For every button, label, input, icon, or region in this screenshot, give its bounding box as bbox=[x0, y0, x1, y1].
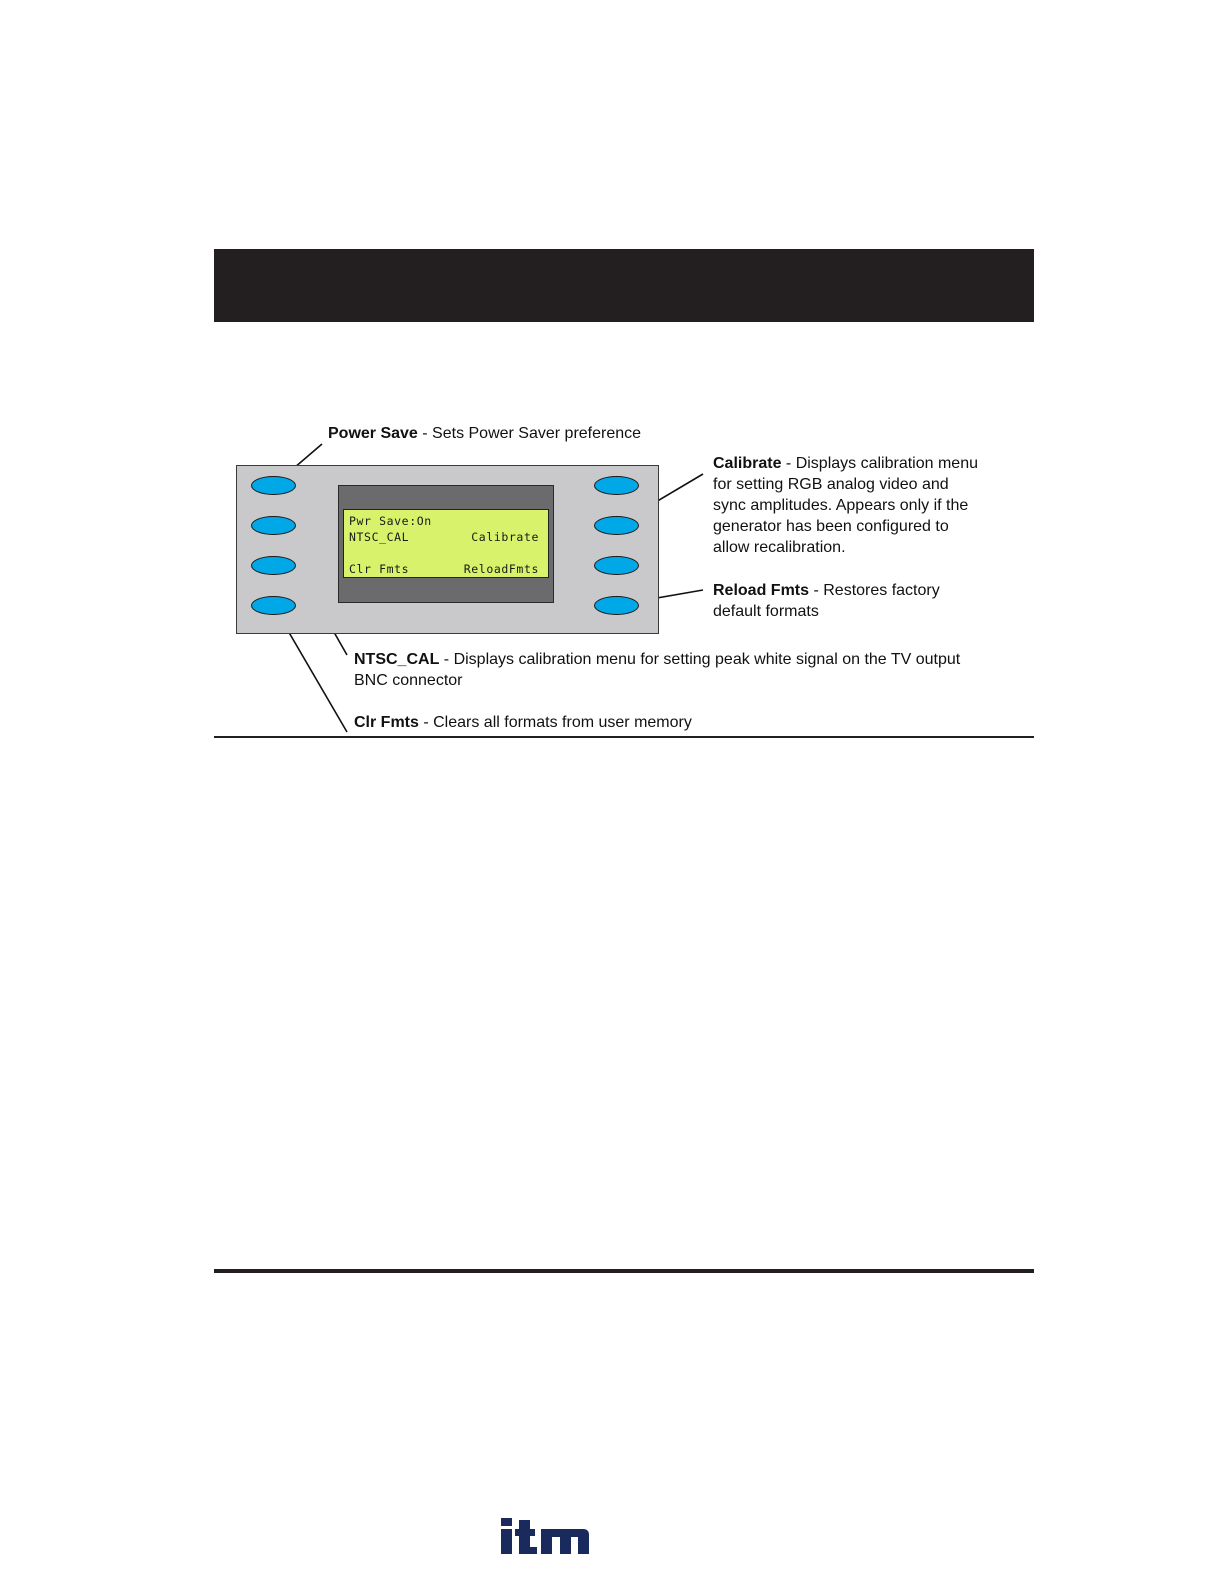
callout-calibrate-desc-5: allow recalibration. bbox=[713, 539, 846, 556]
softkey-left-3[interactable] bbox=[251, 556, 296, 575]
callout-reload-fmts bbox=[713, 580, 940, 622]
callout-leader-lines bbox=[0, 0, 1224, 760]
section-divider bbox=[214, 736, 1034, 738]
lcd-line2-right: Calibrate bbox=[471, 530, 539, 544]
softkey-right-1[interactable] bbox=[594, 476, 639, 495]
callout-reload-fmts-desc-2: default formats bbox=[713, 603, 819, 620]
callout-calibrate-desc-3: sync amplitudes. Appears only if the bbox=[713, 497, 969, 514]
callout-power-save-description: - Sets Power Saver preference bbox=[417, 425, 642, 442]
softkey-left-1[interactable] bbox=[251, 476, 296, 495]
softkey-right-3[interactable] bbox=[594, 556, 639, 575]
callout-ntsc-cal-desc-1: - Displays calibration menu for setting peak white signal on the TV output bbox=[439, 651, 961, 668]
itm-logo bbox=[499, 1516, 591, 1556]
callout-power-save bbox=[328, 423, 641, 444]
callout-calibrate bbox=[713, 453, 978, 558]
callout-ntsc-cal-desc-2: BNC connector bbox=[354, 672, 463, 689]
lcd-line2-left: NTSC_CAL bbox=[349, 530, 410, 544]
callout-ntsc-cal-term: NTSC_CAL bbox=[354, 651, 440, 668]
softkey-right-2[interactable] bbox=[594, 516, 639, 535]
callout-power-save-term: Power Save bbox=[328, 425, 418, 442]
callout-reload-fmts-desc-1: - Restores factory bbox=[809, 582, 940, 599]
lcd-screen bbox=[343, 509, 549, 578]
footer-rule bbox=[214, 1269, 1034, 1273]
callout-calibrate-desc-4: generator has been configured to bbox=[713, 518, 949, 535]
lcd-line4-left: Clr Fmts bbox=[349, 562, 410, 576]
lcd-line4-right: ReloadFmts bbox=[463, 562, 539, 576]
lcd-line1-left: Pwr Save:On bbox=[349, 514, 432, 528]
callout-ntsc-cal bbox=[354, 649, 960, 691]
softkey-left-4[interactable] bbox=[251, 596, 296, 615]
callout-clr-fmts-term: Clr Fmts bbox=[354, 714, 419, 731]
softkey-right-4[interactable] bbox=[594, 596, 639, 615]
softkey-left-2[interactable] bbox=[251, 516, 296, 535]
callout-clr-fmts-description: - Clears all formats from user memory bbox=[418, 714, 692, 731]
callout-calibrate-term: Calibrate bbox=[713, 455, 782, 472]
callout-reload-fmts-term: Reload Fmts bbox=[713, 582, 810, 599]
callout-calibrate-desc-1: - Displays calibration menu bbox=[781, 455, 978, 472]
callout-calibrate-desc-2: for setting RGB analog video and bbox=[713, 476, 949, 493]
callout-clr-fmts bbox=[354, 712, 692, 733]
